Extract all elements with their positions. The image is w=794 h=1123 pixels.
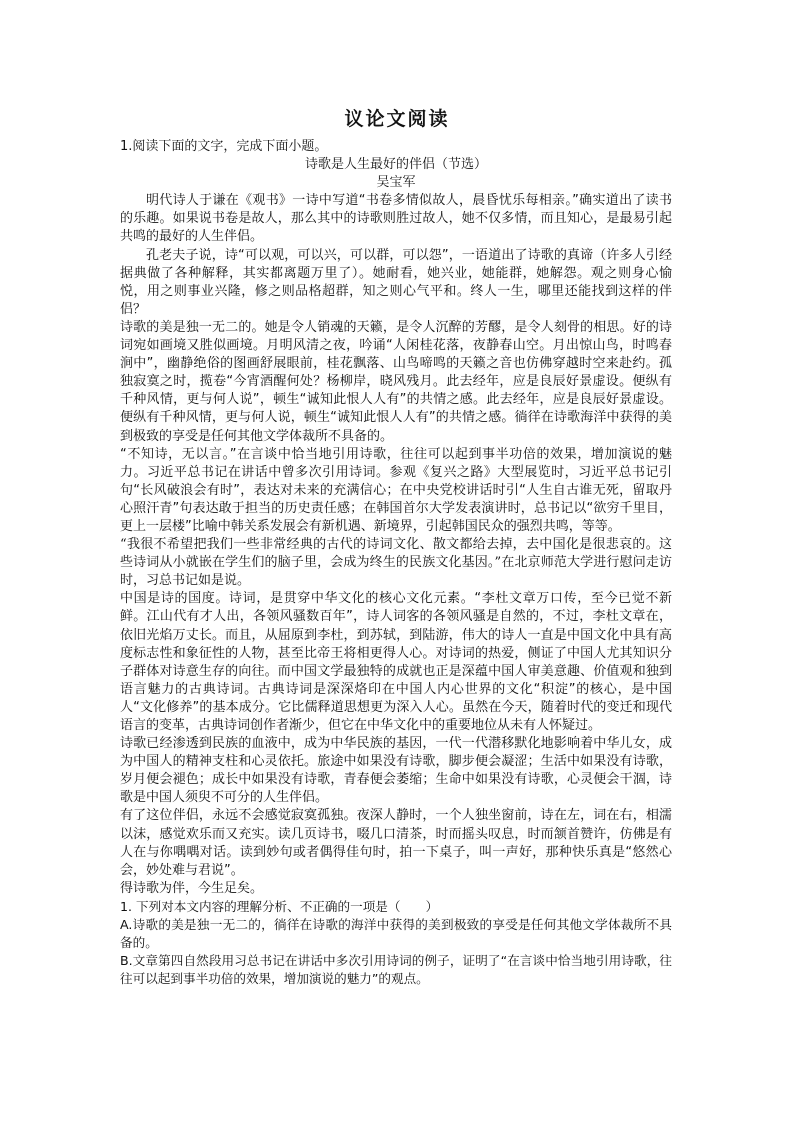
question-stem: 1. 下列对本文内容的理解分析、不正确的一项是（ ） [120,898,439,914]
paragraph: 有了这位伴侣，永远不会感觉寂寞孤独。夜深人静时，一个人独坐窗前，诗在左，词在右，相濡以沫，感觉欢乐而又充实。读几页诗书，啜几口清茶，时而摇头叹息，时而颔首赞许，仿佛是有人在与你喁喁对话。读到妙句或者偶得佳句时，拍一下桌子，叫一声好，那种快乐真是“悠然心会，妙处难与君说”。 [120,808,672,878]
question-block [120,898,672,988]
article-title: 诗歌是人生最好的伴侣（节选） [304,157,487,173]
paragraph: 孔老夫子说，诗“可以观，可以兴，可以群，可以怨”，一语道出了诗歌的真谛（许多人引经据典做了各种解释，其实都离题万里了）。她耐看，她兴业，她能群，她解怨。观之则身心愉悦，用之则事业兴隆，修之则品格超群，知之则心气平和。终人一生，哪里还能找到这样的伴侣？ [120,247,672,317]
article-author: 吴宝军 [376,175,416,191]
paragraph: 诗歌的美是独一无二的。她是令人销魂的天籁，是令人沉醉的芳醪，是令人刻骨的相思。好的诗词宛如画境又胜似画境。月明风清之夜，吟诵“人闲桂花落，夜静春山空。月出惊山鸟，时鸣春涧中”，幽静绝俗的图画舒展眼前，桂花飘落、山鸟啼鸣的天籁之音也仿佛穿越时空来赴约。孤独寂寞之时，揽卷“今宵酒醒何处？杨柳岸，晓风残月。此去经年，应是良辰好景虚设。便纵有千种风情，更与何人说”，顿生“诚知此恨人人有”的共情之感。此去经年，应是良辰好景虚设。便纵有千种风情，更与何人说，顿生“诚知此恨人人有”的共情之感。徜徉在诗歌海洋中获得的美到极致的享受是任何其他文学体裁所不具备的。 [120,319,672,444]
paragraph: “不知诗，无以言。”在言谈中恰当地引用诗歌，往往可以起到事半功倍的效果，增加演说的魅力。习近平总书记在讲话中曾多次引用诗词。参观《复兴之路》大型展览时，习近平总书记引句“长风破浪会有时”，表达对未来的充满信心；在中央党校讲话时引“人生自古谁无死，留取丹心照汗青”句表达敢于担当的历史责任感；在韩国首尔大学发表演讲时，总书记以“欲穷千里目，更上一层楼”比喻中韩关系发展会有新机遇、新境界，引起韩国民众的强烈共鸣，等等。 [120,446,672,534]
option-a: A.诗歌的美是独一无二的，徜徉在诗歌的海洋中获得的美到极致的享受是任何其他文学体裁所不具备的。 [120,917,672,951]
document-body [120,138,672,988]
option-b: B.文章第四自然段用习总书记在讲话中多次引用诗词的例子，证明了“在言谈中恰当地引用诗歌，往往可以起到事半功倍的效果，增加演说的魅力”的观点。 [120,953,672,987]
paragraph: 中国是诗的国度。诗词，是贯穿中华文化的核心文化元素。“李杜文章万口传，至今已觉不新鲜。江山代有才人出，各领风骚数百年”，诗人词客的各领风骚是自然的，不过，李杜文章在，依旧光焰万丈长。而且，从屈原到李杜，到苏轼，到陆游，伟大的诗人一直是中国文化中具有高度标志性和象征性的人物，甚至比帝王将相更得人心。对诗词的热爱，侧证了中国人尤其知识分子群体对诗意生存的向往。而中国文学最独特的成就也正是深蕴中国人审美意趣、价值观和独到语言魅力的古典诗词。古典诗词是深深烙印在中国人内心世界的文化“积淀”的核心，是中国人“文化修养”的基本成分。它比儒释道思想更为深入人心。虽然在今天，随着时代的变迁和现代语言的变革，古典诗词创作者渐少，但它在中华文化中的重要地位从未有人怀疑过。 [120,591,672,733]
question-intro: 1.阅读下面的文字，完成下面小题。 [120,139,328,154]
page-title: 议论文阅读 [344,108,450,130]
paragraph: 得诗歌为伴，今生足矣。 [120,880,264,896]
paragraph: “我很不希望把我们一些非常经典的古代的诗词文化、散文都给去掉，去中国化是很悲哀的。这些诗词从小就嵌在学生们的脑子里，会成为终生的民族文化基因。”在北京师范大学进行慰问走访时，习总书记如是说。 [120,537,672,589]
paragraph: 诗歌已经渗透到民族的血液中，成为中华民族的基因，一代一代潜移默化地影响着中华儿女，成为中国人的精神支柱和心灵依托。旅途中如果没有诗歌，脚步便会凝涩；生活中如果没有诗歌，岁月便会褪色；成长中如果没有诗歌，青春便会萎缩；生命中如果没有诗歌，心灵便会干涸，诗歌是中国人须臾不可分的人生伴侣。 [120,736,672,806]
paragraph: 明代诗人于谦在《观书》一诗中写道“书卷多情似故人，晨昏忧乐每相亲。”确实道出了读书的乐趣。如果说书卷是故人，那么其中的诗歌则胜过故人，她不仅多情，而且知心，是最易引起共鸣的最好的人生伴侣。 [120,193,672,245]
